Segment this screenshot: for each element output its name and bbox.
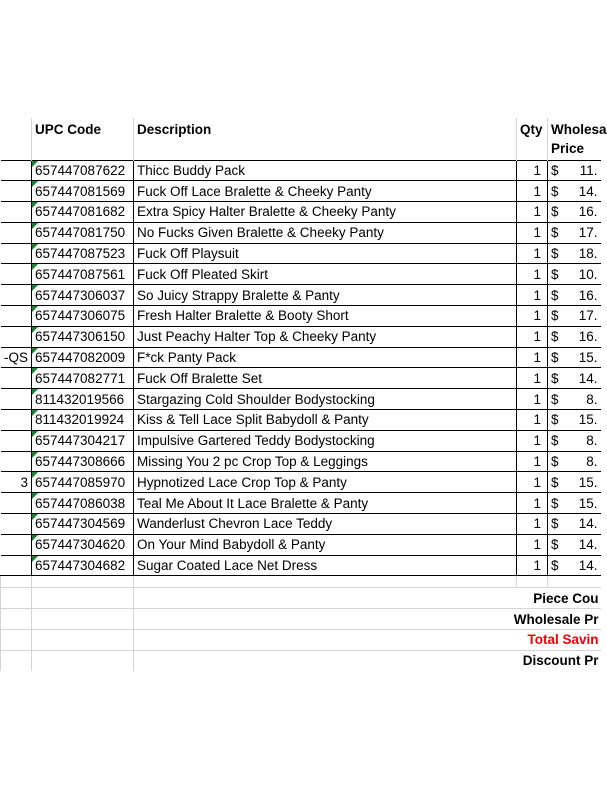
currency-symbol: $	[551, 537, 559, 553]
price-cell[interactable]	[548, 202, 601, 223]
blank-cell[interactable]	[517, 576, 548, 588]
price-value: 14.	[578, 183, 598, 199]
left-cell[interactable]	[1, 326, 32, 347]
qty-cell[interactable]: 1	[517, 347, 548, 368]
price-value: 11.	[579, 162, 598, 178]
order-table	[0, 118, 607, 671]
table-row	[1, 202, 601, 223]
currency-symbol: $	[551, 454, 559, 470]
table-row	[1, 306, 601, 327]
header-blank	[1, 118, 32, 160]
qty-cell[interactable]: 1	[517, 181, 548, 202]
currency-symbol: $	[551, 287, 559, 303]
comment-indicator-icon	[32, 202, 38, 208]
summary-blank[interactable]	[32, 630, 134, 651]
price-cell[interactable]	[548, 451, 601, 472]
price-cell[interactable]	[548, 430, 601, 451]
qty-cell[interactable]: 1	[517, 368, 548, 389]
description-cell[interactable]: Teal Me About It Lace Bralette & Panty	[134, 493, 517, 514]
qty-cell[interactable]: 1	[517, 202, 548, 223]
comment-indicator-icon	[32, 327, 38, 333]
currency-symbol: $	[551, 204, 559, 220]
upc-value: 657447085970	[35, 474, 126, 490]
comment-indicator-icon	[32, 306, 38, 312]
upc-cell[interactable]	[32, 285, 134, 306]
left-cell[interactable]	[1, 555, 32, 576]
upc-cell[interactable]	[32, 451, 134, 472]
upc-value: 657447081682	[35, 204, 126, 220]
summary-blank[interactable]	[1, 609, 32, 630]
upc-cell[interactable]	[32, 410, 134, 431]
price-value: 15.	[578, 495, 598, 511]
left-cell[interactable]	[1, 264, 32, 285]
price-value: 8.	[586, 454, 598, 470]
summary-blank[interactable]	[1, 630, 32, 651]
left-cell[interactable]	[1, 222, 32, 243]
comment-indicator-icon	[32, 244, 38, 250]
price-cell[interactable]	[548, 181, 601, 202]
comment-indicator-icon	[32, 389, 38, 395]
header-qty[interactable]: Qty	[517, 118, 548, 160]
price-value: 14.	[578, 516, 598, 532]
qty-cell[interactable]: 1	[517, 160, 548, 181]
blank-row	[1, 576, 601, 588]
upc-value: 657447087561	[35, 266, 126, 282]
price-value: 17.	[578, 225, 598, 241]
description-cell[interactable]: Fuck Off Pleated Skirt	[134, 264, 517, 285]
comment-indicator-icon	[32, 285, 38, 291]
upc-cell[interactable]	[32, 306, 134, 327]
header-description[interactable]: Description	[134, 118, 517, 160]
price-value: 14.	[578, 537, 598, 553]
header-upc[interactable]: UPC Code	[32, 118, 134, 160]
summary-blank[interactable]	[1, 650, 32, 671]
upc-value: 657447304569	[35, 516, 126, 532]
price-value: 17.	[578, 308, 598, 324]
summary-row	[1, 588, 601, 609]
upc-cell[interactable]	[32, 181, 134, 202]
left-cell[interactable]	[1, 493, 32, 514]
left-cell[interactable]	[1, 160, 32, 181]
currency-symbol: $	[551, 474, 559, 490]
left-cell[interactable]	[1, 306, 32, 327]
table-row	[1, 285, 601, 306]
left-cell[interactable]: -QS	[1, 347, 32, 368]
qty-cell[interactable]: 1	[517, 326, 548, 347]
table-row	[1, 555, 601, 576]
comment-indicator-icon	[32, 472, 38, 478]
table-row	[1, 243, 601, 264]
left-cell[interactable]	[1, 368, 32, 389]
price-value: 16.	[578, 287, 598, 303]
left-cell[interactable]	[1, 181, 32, 202]
price-cell[interactable]	[548, 389, 601, 410]
total-savings-label[interactable]: Total Savin	[134, 630, 601, 651]
currency-symbol: $	[551, 308, 559, 324]
upc-value: 657447082009	[35, 350, 126, 366]
qty-cell[interactable]: 1	[517, 243, 548, 264]
price-cell[interactable]	[548, 534, 601, 555]
comment-indicator-icon	[32, 368, 38, 374]
qty-cell[interactable]: 1	[517, 389, 548, 410]
price-value: 10.	[578, 266, 598, 282]
currency-symbol: $	[551, 350, 559, 366]
comment-indicator-icon	[32, 410, 38, 416]
upc-value: 657447308666	[35, 454, 126, 470]
piece-count-label[interactable]: Piece Cou	[134, 588, 601, 609]
currency-symbol: $	[551, 246, 559, 262]
upc-cell[interactable]	[32, 222, 134, 243]
description-cell[interactable]: F*ck Panty Pack	[134, 347, 517, 368]
comment-indicator-icon	[32, 264, 38, 270]
currency-symbol: $	[551, 329, 559, 345]
qty-cell[interactable]: 1	[517, 534, 548, 555]
description-cell[interactable]: No Fucks Given Bralette & Cheeky Panty	[134, 222, 517, 243]
table-row	[1, 326, 601, 347]
upc-cell[interactable]	[32, 555, 134, 576]
comment-indicator-icon	[32, 431, 38, 437]
table-row	[1, 368, 601, 389]
description-cell[interactable]: On Your Mind Babydoll & Panty	[134, 534, 517, 555]
description-cell[interactable]: Kiss & Tell Lace Split Babydoll & Panty	[134, 410, 517, 431]
left-cell[interactable]	[1, 243, 32, 264]
blank-cell[interactable]	[134, 576, 517, 588]
comment-indicator-icon	[32, 514, 38, 520]
price-value: 18.	[578, 246, 598, 262]
currency-symbol: $	[551, 266, 559, 282]
description-cell[interactable]: Impulsive Gartered Teddy Bodystocking	[134, 430, 517, 451]
upc-value: 657447081750	[35, 225, 126, 241]
table-row	[1, 514, 601, 535]
left-cell[interactable]: 3	[1, 472, 32, 493]
table-row	[1, 222, 601, 243]
currency-symbol: $	[551, 225, 559, 241]
upc-cell[interactable]	[32, 430, 134, 451]
comment-indicator-icon	[32, 223, 38, 229]
price-value: 15.	[578, 350, 598, 366]
header-wholesale-line2: Price	[551, 141, 585, 156]
currency-symbol: $	[551, 183, 559, 199]
qty-cell[interactable]: 1	[517, 264, 548, 285]
header-wholesale-line1: Wholesa	[551, 122, 607, 137]
description-cell[interactable]: Fuck Off Lace Bralette & Cheeky Panty	[134, 181, 517, 202]
left-cell[interactable]	[1, 389, 32, 410]
table-row	[1, 493, 601, 514]
upc-value: 811432019924	[35, 412, 125, 428]
table-row	[1, 160, 601, 181]
price-cell[interactable]	[548, 222, 601, 243]
currency-symbol: $	[551, 495, 559, 511]
comment-indicator-icon	[32, 161, 38, 167]
description-cell[interactable]: Just Peachy Halter Top & Cheeky Panty	[134, 326, 517, 347]
upc-value: 657447304682	[35, 558, 126, 574]
currency-symbol: $	[551, 370, 559, 386]
description-cell[interactable]: Wanderlust Chevron Lace Teddy	[134, 514, 517, 535]
upc-cell[interactable]	[32, 160, 134, 181]
price-cell[interactable]	[548, 243, 601, 264]
qty-cell[interactable]: 1	[517, 472, 548, 493]
upc-cell[interactable]	[32, 514, 134, 535]
price-cell[interactable]	[548, 514, 601, 535]
table-row	[1, 472, 601, 493]
price-cell[interactable]	[548, 264, 601, 285]
upc-value: 657447304217	[35, 433, 126, 449]
left-cell[interactable]	[1, 534, 32, 555]
qty-cell[interactable]: 1	[517, 451, 548, 472]
price-cell[interactable]	[548, 493, 601, 514]
qty-cell[interactable]: 1	[517, 493, 548, 514]
qty-cell[interactable]: 1	[517, 285, 548, 306]
price-cell[interactable]	[548, 160, 601, 181]
currency-symbol: $	[551, 162, 559, 178]
summary-row	[1, 609, 601, 630]
left-cell[interactable]	[1, 430, 32, 451]
description-cell[interactable]: Sugar Coated Lace Net Dress	[134, 555, 517, 576]
description-cell[interactable]: Stargazing Cold Shoulder Bodystocking	[134, 389, 517, 410]
price-cell[interactable]	[548, 306, 601, 327]
currency-symbol: $	[551, 433, 559, 449]
header-wholesale[interactable]	[548, 118, 607, 160]
summary-row	[1, 650, 601, 671]
qty-cell[interactable]: 1	[517, 306, 548, 327]
qty-cell[interactable]: 1	[517, 222, 548, 243]
summary-row	[1, 630, 601, 651]
price-cell[interactable]	[548, 368, 601, 389]
blank-area	[0, 0, 600, 118]
price-value: 8.	[586, 391, 598, 407]
qty-cell[interactable]: 1	[517, 514, 548, 535]
qty-cell[interactable]: 1	[517, 430, 548, 451]
price-value: 8.	[586, 433, 598, 449]
upc-value: 657447086038	[35, 495, 126, 511]
comment-indicator-icon	[32, 452, 38, 458]
table-row	[1, 181, 601, 202]
price-cell[interactable]	[548, 285, 601, 306]
upc-value: 657447306150	[35, 329, 126, 345]
description-cell[interactable]: Hypnotized Lace Crop Top & Panty	[134, 472, 517, 493]
currency-symbol: $	[551, 516, 559, 532]
upc-cell[interactable]	[32, 243, 134, 264]
currency-symbol: $	[551, 391, 559, 407]
price-cell[interactable]	[548, 472, 601, 493]
upc-value: 657447081569	[35, 183, 126, 199]
table-row	[1, 451, 601, 472]
table-row	[1, 410, 601, 431]
description-cell[interactable]: Missing You 2 pc Crop Top & Leggings	[134, 451, 517, 472]
blank-cell[interactable]	[32, 576, 134, 588]
price-cell[interactable]	[548, 326, 601, 347]
upc-cell[interactable]	[32, 347, 134, 368]
upc-value: 657447087622	[35, 162, 126, 178]
upc-value: 657447082771	[35, 370, 126, 386]
description-cell[interactable]: Extra Spicy Halter Bralette & Cheeky Panty	[134, 202, 517, 223]
upc-value: 657447304620	[35, 537, 126, 553]
comment-indicator-icon	[32, 493, 38, 499]
upc-cell[interactable]	[32, 389, 134, 410]
currency-symbol: $	[551, 412, 559, 428]
upc-cell[interactable]	[32, 326, 134, 347]
description-cell[interactable]: Fuck Off Playsuit	[134, 243, 517, 264]
left-cell[interactable]	[1, 410, 32, 431]
comment-indicator-icon	[32, 181, 38, 187]
comment-indicator-icon	[32, 535, 38, 541]
upc-cell[interactable]	[32, 202, 134, 223]
table-row	[1, 389, 601, 410]
upc-cell[interactable]	[32, 493, 134, 514]
table-row	[1, 430, 601, 451]
upc-value: 657447306037	[35, 287, 126, 303]
description-cell[interactable]: Thicc Buddy Pack	[134, 160, 517, 181]
summary-blank[interactable]	[32, 609, 134, 630]
left-cell[interactable]	[1, 514, 32, 535]
upc-cell[interactable]	[32, 472, 134, 493]
price-value: 14.	[578, 370, 598, 386]
summary-blank[interactable]	[32, 650, 134, 671]
discount-price-label[interactable]: Discount Pr	[134, 650, 601, 671]
price-cell[interactable]	[548, 555, 601, 576]
blank-cell[interactable]	[548, 576, 601, 588]
upc-value: 811432019566	[35, 391, 125, 407]
price-value: 16.	[578, 329, 598, 345]
header-row	[1, 118, 601, 160]
upc-value: 657447087523	[35, 246, 126, 262]
table-row	[1, 347, 601, 368]
upc-cell[interactable]	[32, 534, 134, 555]
currency-symbol: $	[551, 558, 559, 574]
upc-value: 657447306075	[35, 308, 126, 324]
price-value: 16.	[578, 204, 598, 220]
table-row	[1, 264, 601, 285]
wholesale-price-label[interactable]: Wholesale Pr	[134, 609, 601, 630]
price-cell[interactable]	[548, 410, 601, 431]
left-cell[interactable]	[1, 202, 32, 223]
qty-cell[interactable]: 1	[517, 410, 548, 431]
price-value: 15.	[578, 474, 598, 490]
description-cell[interactable]: So Juicy Strappy Bralette & Panty	[134, 285, 517, 306]
table-row	[1, 534, 601, 555]
summary-blank[interactable]	[32, 588, 134, 609]
left-cell[interactable]	[1, 285, 32, 306]
upc-cell[interactable]	[32, 368, 134, 389]
comment-indicator-icon	[32, 348, 38, 354]
qty-cell[interactable]: 1	[517, 555, 548, 576]
blank-cell[interactable]	[1, 576, 32, 588]
price-value: 14.	[578, 558, 598, 574]
description-cell[interactable]: Fresh Halter Bralette & Booty Short	[134, 306, 517, 327]
price-cell[interactable]	[548, 347, 601, 368]
summary-blank[interactable]	[1, 588, 32, 609]
comment-indicator-icon	[32, 556, 38, 562]
price-value: 15.	[578, 412, 598, 428]
description-cell[interactable]: Fuck Off Bralette Set	[134, 368, 517, 389]
upc-cell[interactable]	[32, 264, 134, 285]
left-cell[interactable]	[1, 451, 32, 472]
